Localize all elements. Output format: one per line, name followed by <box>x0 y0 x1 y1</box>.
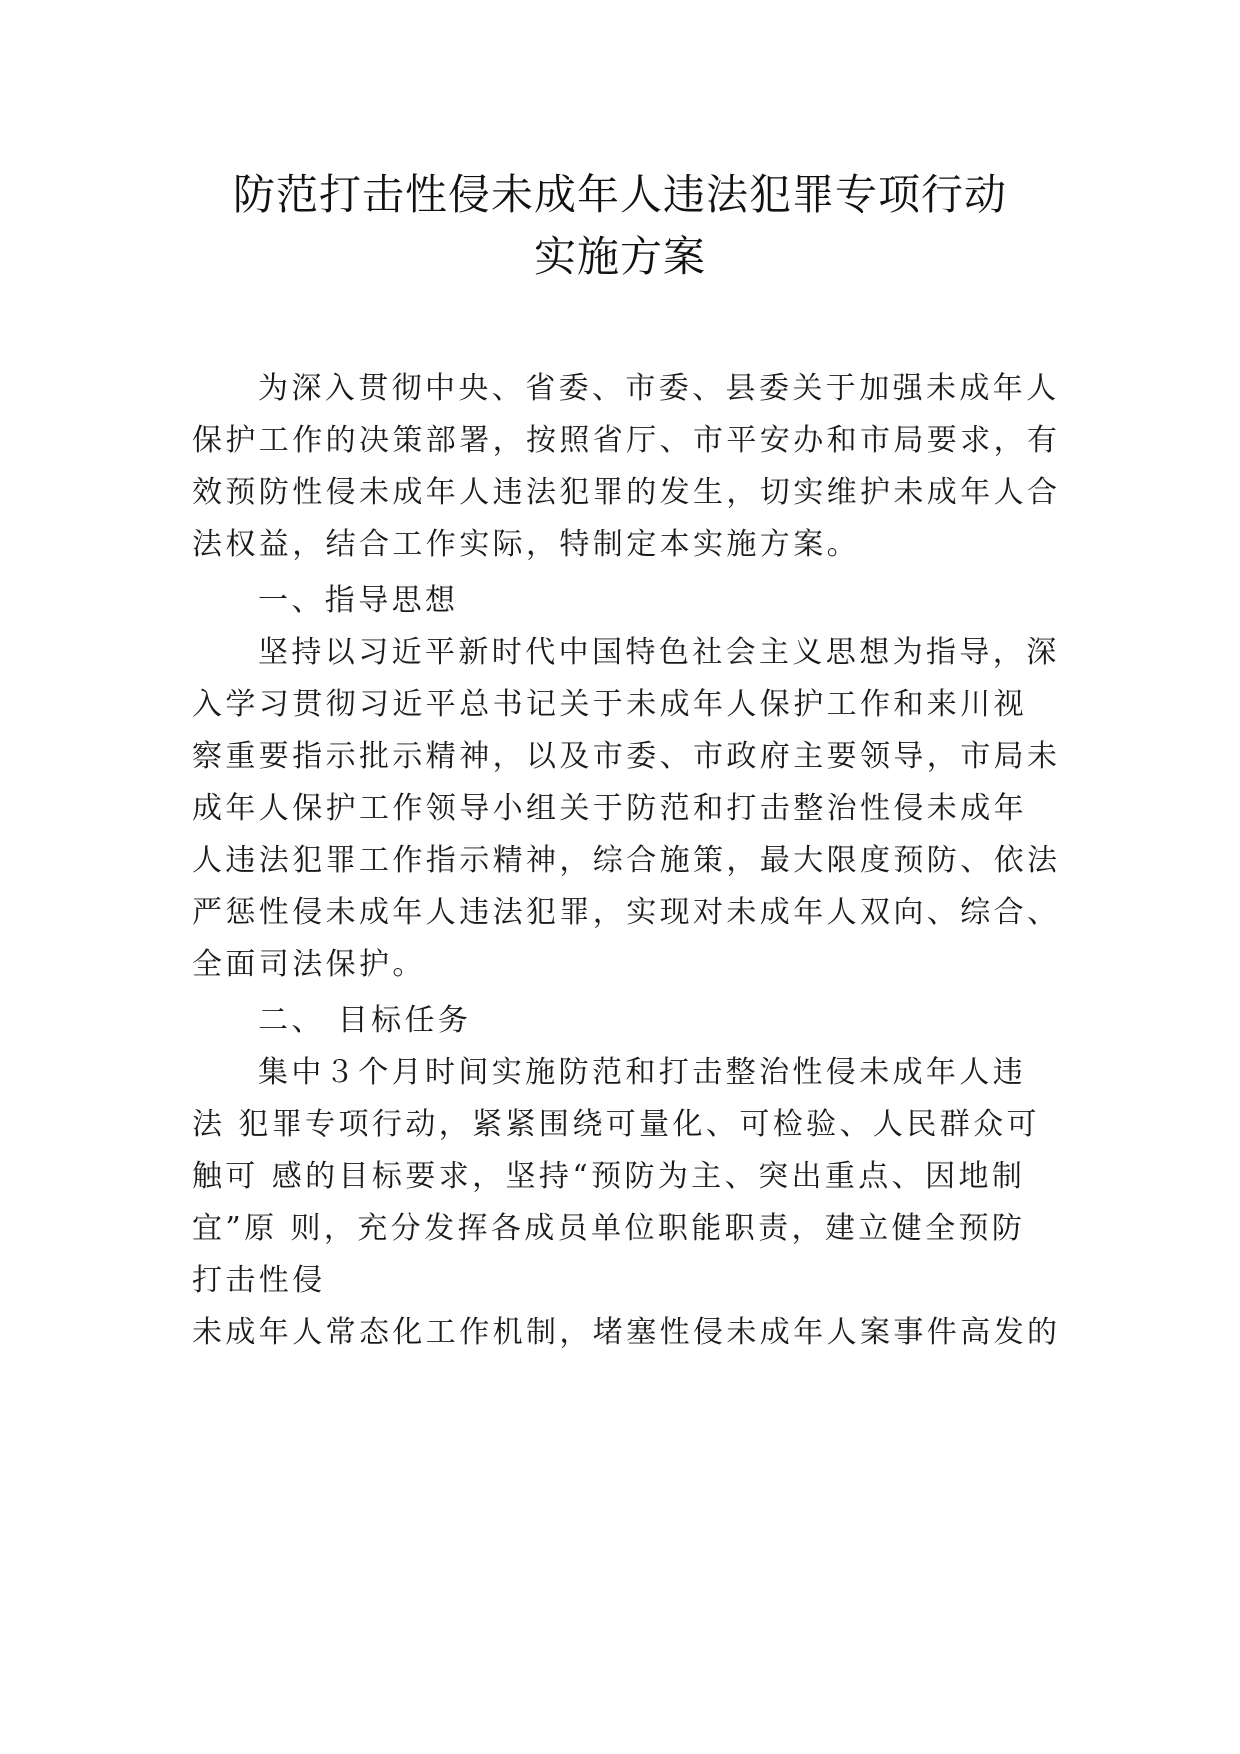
paragraph-line: 人违法犯罪工作指示精神，综合施策，最大限度预防、依法 <box>192 843 1061 878</box>
paragraph-line: 法 犯罪专项行动，紧紧围绕可量化、可检验、人民群众可 <box>192 1107 1040 1142</box>
paragraph-line: 打击性侵 <box>192 1263 326 1298</box>
paragraph-line: 集中３个月时间实施防范和打击整治性侵未成年人违 <box>258 1055 1027 1090</box>
paragraph-line: 察重要指示批示精神，以及市委、市政府主要领导，市局未 <box>192 739 1061 774</box>
document-title-line-2: 实施方案 <box>533 232 706 281</box>
document-title-line-1: 防范打击性侵未成年人违法犯罪专项行动 <box>232 170 1007 219</box>
paragraph-line: 坚持以习近平新时代中国特色社会主义思想为指导，深 <box>258 635 1060 670</box>
paragraph-line: 入学习贯彻习近平总书记关于未成年人保护工作和来川视 <box>192 687 1027 722</box>
paragraph-line: 严惩性侵未成年人违法犯罪，实现对未成年人双向、综合、 <box>192 895 1061 930</box>
paragraph-line: 法权益，结合工作实际，特制定本实施方案。 <box>192 527 860 562</box>
paragraph-line: 触可 感的目标要求，坚持“预防为主、突出重点、因地制 <box>192 1159 1026 1194</box>
paragraph-line: 效预防性侵未成年人违法犯罪的发生，切实维护未成年人合 <box>192 475 1061 510</box>
paragraph-line: 全面司法保护。 <box>192 947 426 982</box>
section-heading: 二、 目标任务 <box>258 1003 472 1038</box>
paragraph-line: 未成年人常态化工作机制，堵塞性侵未成年人案事件高发的 <box>192 1315 1061 1350</box>
paragraph-line: 保护工作的决策部署，按照省厅、市平安办和市局要求，有 <box>192 423 1061 458</box>
section-heading: 一、指导思想 <box>258 583 459 618</box>
paragraph-line: 宜”原 则，充分发挥各成员单位职能职责，建立健全预防 <box>192 1211 1026 1246</box>
paragraph-line: 成年人保护工作领导小组关于防范和打击整治性侵未成年 <box>192 791 1027 826</box>
paragraph-line: 为深入贯彻中央、省委、市委、县委关于加强未成年人 <box>258 371 1060 406</box>
